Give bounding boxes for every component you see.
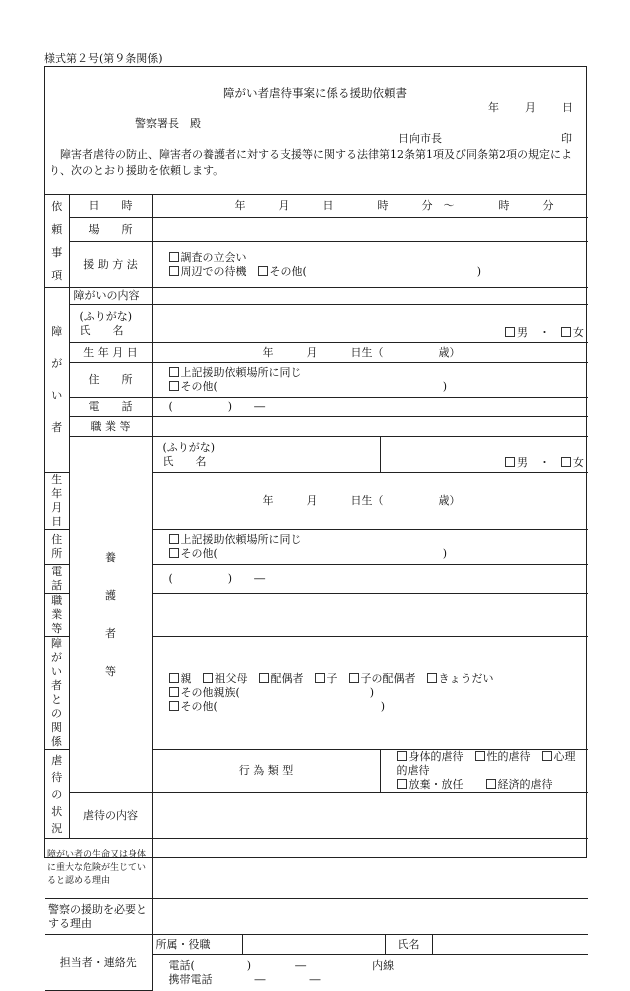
caregiver-group-label: 養 護 者 等 — [69, 437, 152, 793]
disabled-male-checkbox[interactable] — [505, 327, 515, 337]
caregiver-job-label: 職 業 等 — [45, 594, 69, 637]
contact-phone-field: 電話( ) ― 内線 携帯電話 ― ― — [152, 955, 588, 991]
date-month: 月 — [525, 101, 536, 114]
seal-mark: 印 — [561, 132, 572, 145]
abuse-content-label: 虐待の内容 — [69, 793, 152, 839]
abuse-type-label: 行 為 類 型 — [152, 750, 380, 793]
method-opt1-checkbox[interactable] — [169, 252, 179, 262]
caregiver-addr-same-checkbox[interactable] — [169, 534, 179, 544]
disabled-phone-field[interactable]: ( ) ― — [152, 398, 588, 417]
abuse-economic-checkbox[interactable] — [486, 779, 496, 789]
caregiver-female-checkbox[interactable] — [561, 457, 571, 467]
contact-name-field[interactable] — [432, 935, 588, 954]
abuse-content-field[interactable] — [152, 793, 588, 839]
method-label: 援 助 方 法 — [69, 242, 152, 288]
disability-content-field[interactable] — [152, 288, 588, 305]
disabled-address-field: 上記援助依頼場所に同じ その他( ) — [152, 363, 588, 398]
disabled-phone-label: 電 話 — [69, 398, 152, 417]
form-id: 様式第２号(第９条関係) — [44, 52, 163, 65]
datetime-field[interactable]: 年 月 日 時 分 ～ 時 分 — [152, 195, 588, 218]
disabled-addr-other-checkbox[interactable] — [169, 381, 179, 391]
abuse-neglect-checkbox[interactable] — [397, 779, 407, 789]
place-label: 場 所 — [69, 218, 152, 242]
method-opt2-checkbox[interactable] — [169, 266, 179, 276]
caregiver-address-label: 住 所 — [45, 530, 69, 565]
date-year: 年 — [488, 101, 499, 114]
caregiver-job-field[interactable] — [152, 594, 588, 637]
datetime-label: 日 時 — [69, 195, 152, 218]
form-frame — [44, 66, 587, 986]
method-opt3-checkbox[interactable] — [258, 266, 268, 276]
disabled-name-label: (ふりがな) 氏 名 — [69, 305, 152, 343]
form-title: 障がい者虐待事案に係る援助依頼書 — [223, 86, 407, 100]
dept-label: 所属・役職 — [153, 935, 243, 954]
disabled-dob-field[interactable]: 年 月 日生（ 歳） — [152, 343, 588, 363]
rel-sibling-checkbox[interactable] — [427, 673, 437, 683]
request-group-label: 依 頼 事 項 — [45, 195, 69, 288]
rel-child-spouse-checkbox[interactable] — [349, 673, 359, 683]
rel-spouse-checkbox[interactable] — [259, 673, 269, 683]
caregiver-name-label: (ふりがな) 氏 名 — [152, 437, 380, 473]
caregiver-address-field: 上記援助依頼場所に同じ その他( ) — [152, 530, 588, 565]
date-day: 日 — [562, 101, 573, 114]
disabled-name-field[interactable]: 男 ・ 女 — [152, 305, 588, 343]
disabled-dob-label: 生 年 月 日 — [69, 343, 152, 363]
relation-options: 親 祖父母 配偶者 子 子の配偶者 きょうだい その他親族( ) その他( ) — [152, 637, 588, 750]
dept-field[interactable] — [242, 935, 385, 954]
caregiver-phone-field[interactable]: ( ) ― — [152, 565, 588, 594]
rel-grandparent-checkbox[interactable] — [203, 673, 213, 683]
caregiver-name-field[interactable]: 男 ・ 女 — [380, 437, 588, 473]
form-table — [45, 195, 588, 991]
disabled-group-label: 障 が い 者 — [45, 288, 69, 473]
place-field[interactable] — [152, 218, 588, 242]
caregiver-addr-other-checkbox[interactable] — [169, 548, 179, 558]
addressee: 警察署長 殿 — [135, 117, 201, 130]
abuse-psychological-checkbox[interactable] — [542, 751, 552, 761]
disability-content-label: 障がいの内容 — [69, 288, 152, 305]
form-header — [45, 67, 586, 195]
rel-child-checkbox[interactable] — [315, 673, 325, 683]
abuse-sexual-checkbox[interactable] — [475, 751, 485, 761]
disabled-job-field[interactable] — [152, 417, 588, 437]
intro-text: 障害者虐待の防止、障害者の養護者に対する支援等に関する法律第12条第1項及び同条第2項の規定により、次のとおり援助を依頼します。 — [49, 148, 572, 177]
contact-row1 — [152, 935, 588, 955]
caregiver-phone-label: 電 話 — [45, 565, 69, 594]
relation-label: 障 が い 者 と の関係 — [45, 637, 69, 750]
abuse-type-options: 身体的虐待 性的虐待 心理的虐待 放棄・放任 経済的虐待 — [380, 750, 588, 793]
rel-other-family-checkbox[interactable] — [169, 687, 179, 697]
caregiver-dob-field[interactable]: 年 月 日生（ 歳） — [152, 473, 588, 530]
method-options: 調査の立会い 周辺での待機 その他( ) — [152, 242, 588, 288]
caregiver-dob-label: 生 年 月 日 — [45, 473, 69, 530]
contact-name-label: 氏名 — [385, 935, 432, 954]
police-reason-label: 警察の援助を必要とする理由 — [45, 899, 152, 935]
caregiver-male-checkbox[interactable] — [505, 457, 515, 467]
disabled-job-label: 職 業 等 — [69, 417, 152, 437]
disabled-addr-same-checkbox[interactable] — [169, 367, 179, 377]
disabled-female-checkbox[interactable] — [561, 327, 571, 337]
danger-label: 障がい者の生命又は身体に重大な危険が生じていると認める理由 — [45, 839, 152, 899]
disabled-address-label: 住 所 — [69, 363, 152, 398]
rel-parent-checkbox[interactable] — [169, 673, 179, 683]
abuse-group-label: 虐 待 の 状 況 — [45, 750, 69, 839]
rel-other-checkbox[interactable] — [169, 701, 179, 711]
police-reason-field[interactable] — [152, 899, 588, 935]
abuse-physical-checkbox[interactable] — [397, 751, 407, 761]
contact-label: 担当者・連絡先 — [45, 935, 152, 991]
sender: 日向市長 — [398, 132, 442, 145]
danger-field[interactable] — [152, 839, 588, 899]
